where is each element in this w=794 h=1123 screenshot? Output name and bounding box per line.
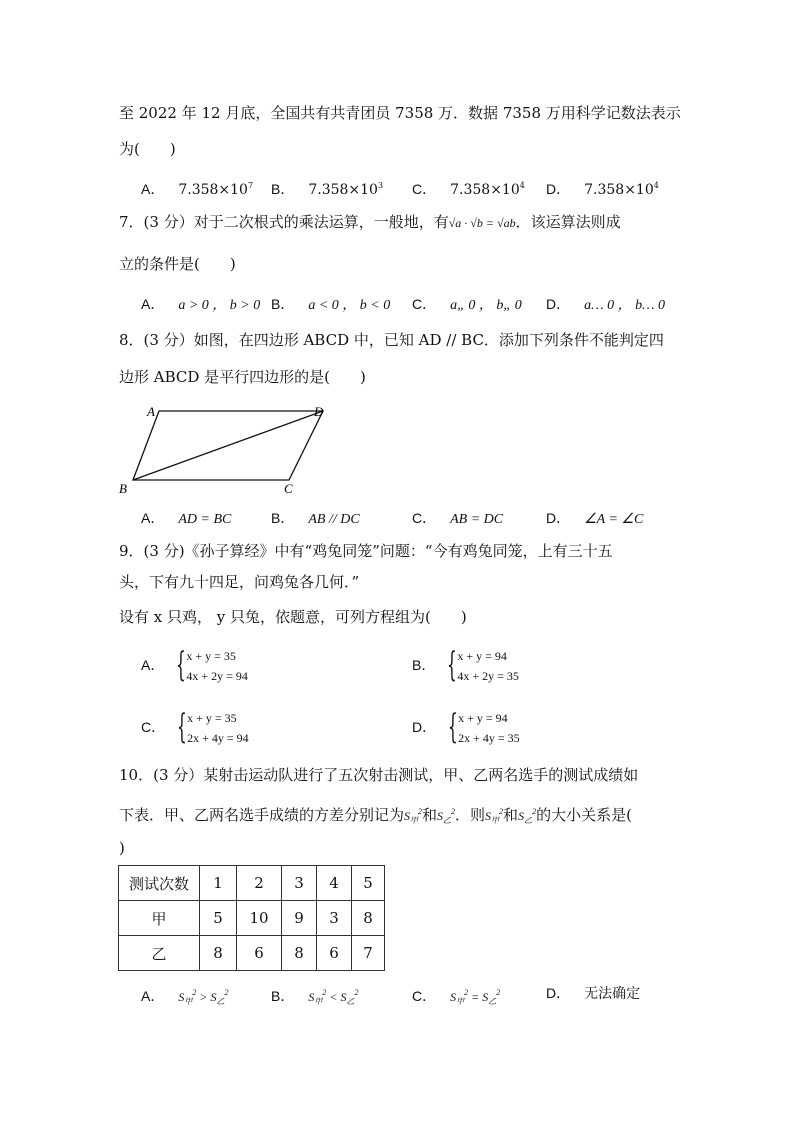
table-cell: 10 — [237, 901, 282, 936]
variance-sub-jia: 甲 — [184, 997, 193, 1006]
q8-stem-line1: 8．(3 分）如图，在四边形 ABCD 中，已知 AD // BC．添加下列条件不能判定四 — [119, 331, 664, 349]
q6-option-d[interactable] — [546, 177, 659, 199]
q9-stem-line1: 9．(3 分)《孙子算经》中有“鸡兔同笼”问题：“今有鸡兔同笼，上有三十五 — [119, 542, 613, 560]
variance-sub-jia: 甲 — [314, 997, 323, 1006]
q8-option-b[interactable] — [271, 509, 360, 529]
variance-exp: 2 — [496, 988, 501, 997]
q9-option-c-eq1: x + y = 35 — [187, 711, 237, 725]
vertex-label-d: D — [314, 404, 324, 419]
score-table — [118, 865, 385, 971]
q7-option-a-label: A． — [141, 296, 165, 312]
q9-option-b-label: B． — [412, 657, 436, 673]
q8-stem-line2: 边形 ABCD 是平行四边形的是( ) — [119, 368, 366, 386]
brace-icon: { — [447, 645, 458, 685]
q10-stem-text-e: 的大小关系是( — [536, 806, 632, 824]
variance-symbol: S — [518, 809, 525, 823]
q8-option-b-label: B． — [271, 510, 295, 526]
table-cell: 8 — [282, 936, 317, 971]
table-cell: 6 — [237, 936, 282, 971]
brace-icon: { — [177, 707, 187, 747]
q7-stem-text-b: ．该运算法则成 — [515, 213, 621, 231]
q6-option-c-base: 7.358×10 — [450, 182, 520, 198]
variance-s-yi — [518, 809, 536, 823]
table-cell: 6 — [317, 936, 352, 971]
q8-option-d[interactable] — [546, 509, 643, 529]
q10-stem-line2 — [119, 802, 632, 831]
q7-stem-line2: 立的条件是( ) — [119, 255, 236, 273]
q10-stem-line1: 10．(3 分）某射击运动队进行了五次射击测试，甲、乙两名选手的测试成绩如 — [119, 766, 639, 784]
q9-option-a-eq1: x + y = 35 — [186, 649, 236, 663]
table-header-cell: 3 — [282, 866, 317, 901]
vertex-label-c: C — [284, 481, 293, 496]
variance-symbol: S — [340, 990, 347, 1004]
q7-option-a-text: a > 0 ， b > 0 — [178, 298, 261, 313]
q7-formula: √a · √b = √ab — [448, 216, 516, 230]
variance-sub-yi: 乙 — [346, 997, 355, 1006]
vertex-label-b: B — [119, 481, 127, 496]
q8-option-c-label: C． — [412, 510, 437, 526]
q9-option-d-eq1: x + y = 94 — [458, 711, 508, 725]
q6-option-b-label: B． — [271, 181, 295, 197]
table-cell: 8 — [352, 901, 385, 936]
variance-symbol: S — [210, 990, 217, 1004]
q10-option-c-label: C． — [412, 988, 437, 1004]
q8-option-a-label: A． — [141, 510, 165, 526]
table-header-cell: 2 — [237, 866, 282, 901]
q10-option-a-label: A． — [141, 988, 165, 1004]
q7-option-c[interactable] — [412, 295, 522, 315]
q10-stem-text-d: 和 — [503, 806, 519, 824]
q7-stem-text-a: 7．(3 分）对于二次根式的乘法运算，一般地，有 — [119, 213, 449, 231]
q6-option-a-exp: 7 — [247, 181, 254, 190]
variance-sub-yi: 乙 — [216, 997, 225, 1006]
q9-option-a[interactable] — [141, 646, 248, 686]
variance-exp: 2 — [499, 807, 504, 816]
q10-option-c[interactable] — [412, 984, 500, 1011]
q9-option-d[interactable] — [412, 708, 520, 748]
q9-option-c-eq2: 2x + 4y = 94 — [187, 731, 249, 745]
relation-symbol: < — [329, 990, 338, 1004]
variance-exp: 2 — [192, 988, 197, 997]
q9-option-a-label: A． — [141, 657, 165, 673]
variance-s-jia — [404, 809, 422, 823]
q9-option-c-system — [179, 708, 249, 748]
q6-option-a[interactable] — [141, 177, 253, 199]
q7-option-b-label: B． — [271, 296, 295, 312]
q6-option-d-label: D． — [546, 181, 571, 197]
q10-stem-line3: ) — [119, 839, 125, 857]
q10-option-c-text — [450, 990, 500, 1004]
q7-option-d-label: D． — [546, 296, 571, 312]
q8-option-a[interactable] — [141, 509, 231, 529]
q10-stem-text-c: ．则 — [455, 806, 486, 824]
q6-option-a-label: A． — [141, 181, 165, 197]
q10-stem-text-a: 下表．甲、乙两名选手成绩的方差分别记为 — [119, 806, 405, 824]
q9-option-b-eq2: 4x + 2y = 35 — [457, 669, 519, 683]
q9-option-b-eq1: x + y = 94 — [457, 649, 507, 663]
q10-option-b-text — [308, 990, 358, 1004]
table-cell: 7 — [352, 936, 385, 971]
q10-stem-text-b: 和 — [422, 806, 438, 824]
vertex-label-a: A — [147, 404, 155, 419]
variance-symbol: S — [404, 809, 411, 823]
variance-symbol: S — [450, 990, 457, 1004]
q9-stem-line2: 头，下有九十四足，问鸡兔各几何．” — [119, 573, 360, 591]
q6-option-b-exp: 3 — [377, 181, 384, 190]
table-cell: 8 — [200, 936, 237, 971]
q7-stem-line1 — [119, 212, 621, 233]
variance-exp: 2 — [418, 807, 423, 816]
q9-option-a-system — [178, 646, 248, 686]
q10-option-b-label: B． — [271, 988, 295, 1004]
q10-option-a-text — [178, 990, 228, 1004]
q7-option-b-text: a < 0 ， b < 0 — [308, 298, 391, 313]
variance-s-yi — [437, 809, 455, 823]
q10-option-a[interactable] — [141, 984, 228, 1011]
q9-option-b[interactable] — [412, 646, 519, 686]
q9-option-d-system — [450, 708, 520, 748]
table-header-cell: 1 — [200, 866, 237, 901]
q7-option-d[interactable] — [546, 295, 665, 315]
variance-symbol: S — [485, 809, 492, 823]
q8-option-c[interactable] — [412, 509, 503, 529]
q10-option-d[interactable] — [546, 984, 640, 1003]
q6-option-c-label: C． — [412, 181, 437, 197]
q6-option-d-exp: 4 — [653, 181, 659, 190]
q8-option-d-text: ∠A = ∠C — [584, 512, 644, 527]
q7-option-c-label: C． — [412, 296, 437, 312]
brace-icon: { — [448, 707, 458, 747]
variance-symbol: S — [178, 990, 185, 1004]
relation-symbol: = — [471, 990, 480, 1004]
q10-option-b[interactable] — [271, 984, 358, 1011]
variance-sub-jia: 甲 — [456, 997, 465, 1006]
variance-exp: 2 — [322, 988, 327, 997]
table-cell: 9 — [282, 901, 317, 936]
q6-option-a-base: 7.358×10 — [178, 182, 248, 198]
table-header-row — [119, 866, 385, 901]
q8-option-d-label: D． — [546, 510, 571, 526]
table-header-cell: 测试次数 — [119, 866, 200, 901]
brace-icon: { — [176, 645, 187, 685]
variance-exp: 2 — [224, 988, 229, 997]
table-cell: 乙 — [119, 936, 200, 971]
table-cell: 3 — [317, 901, 352, 936]
parallelogram-figure — [114, 400, 334, 500]
variance-s-jia — [485, 809, 503, 823]
variance-sub-yi: 乙 — [488, 997, 497, 1006]
table-header-cell: 4 — [317, 866, 352, 901]
relation-symbol: > — [199, 990, 208, 1004]
q6-option-b[interactable] — [271, 177, 383, 199]
q10-option-d-text: 无法确定 — [584, 986, 641, 1002]
q6-option-b-base: 7.358×10 — [308, 182, 378, 198]
q6-stem-line1: 至 2022 年 12 月底，全国共有共青团员 7358 万．数据 7358 万用科学记数法表示 — [119, 104, 681, 122]
variance-sub-jia: 甲 — [410, 816, 419, 825]
table-cell: 甲 — [119, 901, 200, 936]
variance-symbol: S — [482, 990, 489, 1004]
variance-exp: 2 — [532, 807, 537, 816]
variance-exp: 2 — [451, 807, 456, 816]
table-row — [119, 936, 385, 971]
q9-option-a-eq2: 4x + 2y = 94 — [186, 669, 248, 683]
q7-option-c-text: a„ 0 ， b„ 0 — [450, 298, 522, 313]
q7-option-d-text: a… 0 ， b… 0 — [584, 298, 666, 313]
q6-stem-line2: 为( ) — [119, 140, 176, 158]
q8-option-a-text: AD = BC — [178, 512, 232, 527]
variance-symbol: S — [308, 990, 315, 1004]
variance-sub-jia: 甲 — [491, 816, 500, 825]
q6-option-d-base: 7.358×10 — [584, 182, 654, 198]
q9-stem-line3: 设有 x 只鸡， y 只兔，依题意，可列方程组为( ) — [119, 608, 467, 626]
q7-option-b[interactable] — [271, 295, 390, 315]
q10-option-d-label: D． — [546, 985, 571, 1001]
q9-option-b-system — [449, 646, 519, 686]
table-header-cell: 5 — [352, 866, 385, 901]
q7-option-a[interactable] — [141, 295, 260, 315]
variance-symbol: S — [437, 809, 444, 823]
variance-exp: 2 — [354, 988, 359, 997]
q8-option-b-text: AB // DC — [308, 512, 360, 527]
variance-exp: 2 — [464, 988, 469, 997]
variance-sub-yi: 乙 — [524, 816, 533, 825]
q6-option-c[interactable] — [412, 177, 525, 199]
table-cell: 5 — [200, 901, 237, 936]
table-row — [119, 901, 385, 936]
q6-option-c-exp: 4 — [519, 181, 525, 190]
q8-option-c-text: AB = DC — [450, 512, 504, 527]
q9-option-d-eq2: 2x + 4y = 35 — [458, 731, 520, 745]
q9-option-d-label: D． — [412, 719, 437, 735]
q9-option-c[interactable] — [141, 708, 249, 748]
variance-sub-yi: 乙 — [443, 816, 452, 825]
q9-option-c-label: C． — [141, 719, 166, 735]
